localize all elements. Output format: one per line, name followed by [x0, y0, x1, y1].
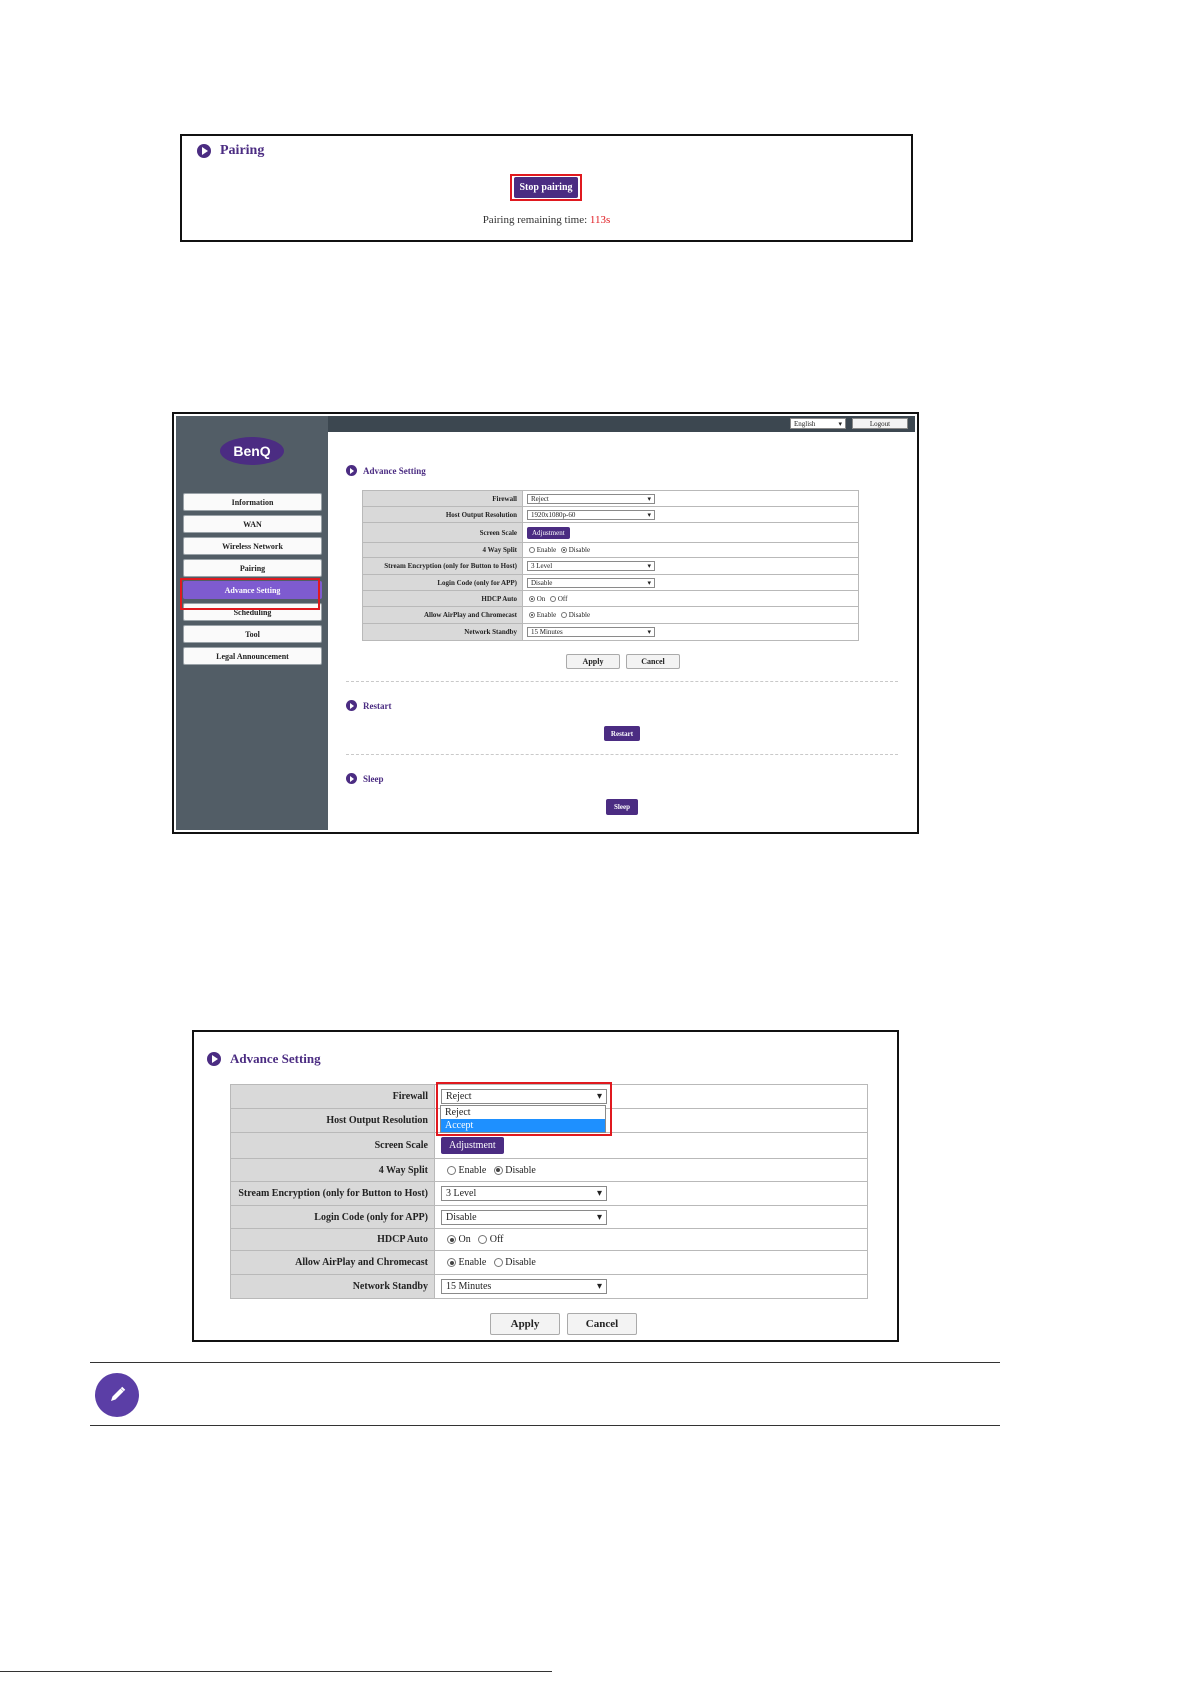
radio-dot: [531, 614, 533, 616]
radio-dot: [450, 1238, 454, 1242]
pairing-screenshot: [180, 134, 913, 242]
four-way-disable-radio[interactable]: [494, 1166, 503, 1175]
settings-table-zoom: Firewall Reject ▾ Host Output Resolution Screen Scale Adjustment 4 Way Split Enable Disable Stream Encryption (only for Button to Host) 3 Level ▾ Login Code (only for APP) Disable ▾ HDCP Auto On Off Allow AirPlay and Chromecast Enable Disable Network Standby 15 Minutes ▾: [230, 1084, 868, 1299]
airplay-label: Allow AirPlay and Chromecast: [363, 607, 523, 624]
triangle-down-icon: ▾: [596, 1211, 602, 1223]
sidebar-item-wan[interactable]: WAN: [183, 515, 322, 533]
login-code-label: Login Code (only for APP): [363, 575, 523, 591]
apply-button[interactable]: Apply: [566, 654, 620, 669]
sidebar-item-tool[interactable]: Tool: [183, 625, 322, 643]
note-top-rule: [90, 1362, 1000, 1363]
triangle-down-icon: ▾: [596, 1091, 602, 1102]
advance-setting-title: Advance Setting: [207, 1051, 321, 1067]
firewall-dropdown-list: [440, 1105, 606, 1133]
hdcp-auto-label: HDCP Auto: [363, 591, 523, 607]
sidebar-item-scheduling[interactable]: Scheduling: [183, 603, 322, 621]
login-code-label: Login Code (only for APP): [231, 1206, 435, 1229]
benq-logo: BenQ: [220, 437, 284, 465]
remaining-time-value: 113s: [589, 214, 611, 226]
stream-encryption-select[interactable]: 3 Level ▾: [527, 561, 655, 571]
hdcp-off-radio[interactable]: [478, 1235, 487, 1244]
four-way-split-label: 4 Way Split: [231, 1159, 435, 1182]
restart-title: Restart: [346, 700, 392, 711]
section-divider: [346, 754, 898, 755]
stream-encryption-label: Stream Encryption (only for Button to Host): [231, 1182, 435, 1206]
restart-button[interactable]: Restart: [604, 726, 640, 741]
host-output-label: Host Output Resolution: [231, 1109, 435, 1133]
advance-setting-screenshot: [172, 412, 919, 834]
firewall-label: Firewall: [363, 491, 523, 507]
four-way-disable-radio[interactable]: [561, 547, 567, 553]
pairing-section-title: Pairing: [197, 143, 264, 159]
sidebar-item-information[interactable]: Information: [183, 493, 322, 511]
cancel-button[interactable]: Cancel: [567, 1313, 637, 1335]
adjustment-button[interactable]: Adjustment: [441, 1137, 504, 1154]
top-bar: [328, 416, 915, 432]
logout-button[interactable]: Logout: [852, 418, 908, 429]
triangle-down-icon: ▾: [596, 1281, 602, 1292]
footer-rule: [0, 1671, 552, 1672]
four-way-split-label: 4 Way Split: [363, 543, 523, 558]
stream-encryption-select[interactable]: 3 Level ▾: [441, 1186, 607, 1201]
adjustment-button[interactable]: Adjustment: [527, 527, 570, 539]
radio-dot: [563, 549, 565, 551]
triangle-down-icon: ▾: [647, 578, 651, 587]
hdcp-auto-label: HDCP Auto: [231, 1229, 435, 1251]
stop-pairing-button[interactable]: Stop pairing: [514, 177, 578, 198]
network-standby-select[interactable]: 15 Minutes ▾: [441, 1279, 607, 1294]
sleep-button[interactable]: Sleep: [606, 799, 638, 815]
screen-scale-label: Screen Scale: [363, 523, 523, 543]
login-code-select[interactable]: Disable ▾: [527, 578, 655, 588]
radio-dot: [531, 598, 533, 600]
settings-table: Firewall Reject ▾ Host Output Resolution 1920x1080p-60 ▾ Screen Scale Adjustment 4 Way Split Enable Disable Stream Encryption (only for Button to Host) 3 Level ▾ Login Code (only for APP) Disable ▾ HDCP Auto On Off Allow AirPlay and Chromecast Enable Disable Network Standby 15 Minutes ▾: [362, 490, 859, 641]
triangle-down-icon: ▾: [596, 1188, 602, 1199]
four-way-enable-radio[interactable]: [447, 1166, 456, 1175]
triangle-down-icon: ▾: [838, 419, 842, 428]
triangle-down-icon: ▾: [647, 494, 651, 503]
sidebar-item-advance-setting[interactable]: Advance Setting: [183, 581, 322, 599]
firewall-option-accept[interactable]: Accept: [441, 1119, 605, 1132]
triangle-down-icon: ▾: [647, 510, 651, 519]
play-circle-icon: [207, 1052, 221, 1066]
airplay-disable-radio[interactable]: [561, 612, 567, 618]
network-standby-label: Network Standby: [363, 624, 523, 641]
airplay-disable-radio[interactable]: [494, 1258, 503, 1267]
play-circle-icon: [346, 465, 357, 476]
radio-dot: [496, 1168, 500, 1172]
apply-button[interactable]: Apply: [490, 1313, 560, 1335]
firewall-label: Firewall: [231, 1085, 435, 1109]
network-standby-label: Network Standby: [231, 1275, 435, 1299]
section-divider: [346, 681, 898, 682]
host-output-label: Host Output Resolution: [363, 507, 523, 523]
play-circle-icon: [346, 773, 357, 784]
play-circle-icon: [346, 700, 357, 711]
airplay-enable-radio[interactable]: [529, 612, 535, 618]
sidebar-item-pairing[interactable]: Pairing: [183, 559, 322, 577]
language-select[interactable]: English ▾: [790, 418, 846, 429]
firewall-select[interactable]: Reject ▾: [441, 1089, 607, 1104]
hdcp-on-radio[interactable]: [529, 596, 535, 602]
screen-scale-label: Screen Scale: [231, 1133, 435, 1159]
triangle-down-icon: ▾: [647, 628, 651, 636]
hdcp-on-radio[interactable]: [447, 1235, 456, 1244]
firewall-select[interactable]: Reject ▾: [527, 494, 655, 504]
host-output-select[interactable]: 1920x1080p-60 ▾: [527, 510, 655, 520]
advance-setting-title: Advance Setting: [346, 465, 426, 476]
sidebar-item-legal-announcement[interactable]: Legal Announcement: [183, 647, 322, 665]
stream-encryption-label: Stream Encryption (only for Button to Host): [363, 558, 523, 575]
cancel-button[interactable]: Cancel: [626, 654, 680, 669]
network-standby-select[interactable]: 15 Minutes ▾: [527, 627, 655, 637]
login-code-select[interactable]: Disable ▾: [441, 1210, 607, 1225]
sleep-title: Sleep: [346, 773, 384, 784]
airplay-enable-radio[interactable]: [447, 1258, 456, 1267]
four-way-enable-radio[interactable]: [529, 547, 535, 553]
firewall-option-reject[interactable]: Reject: [445, 1107, 471, 1118]
radio-dot: [450, 1261, 454, 1265]
pencil-icon: [95, 1373, 139, 1417]
hdcp-off-radio[interactable]: [550, 596, 556, 602]
note-bottom-rule: [90, 1425, 1000, 1426]
advance-setting-zoom-screenshot: [192, 1030, 899, 1342]
play-circle-icon: [197, 144, 211, 158]
sidebar-item-wireless-network[interactable]: Wireless Network: [183, 537, 322, 555]
triangle-down-icon: ▾: [647, 562, 651, 570]
pairing-remaining-text: Pairing remaining time: 113s: [482, 214, 611, 226]
sidebar: [176, 416, 328, 830]
airplay-label: Allow AirPlay and Chromecast: [231, 1251, 435, 1275]
